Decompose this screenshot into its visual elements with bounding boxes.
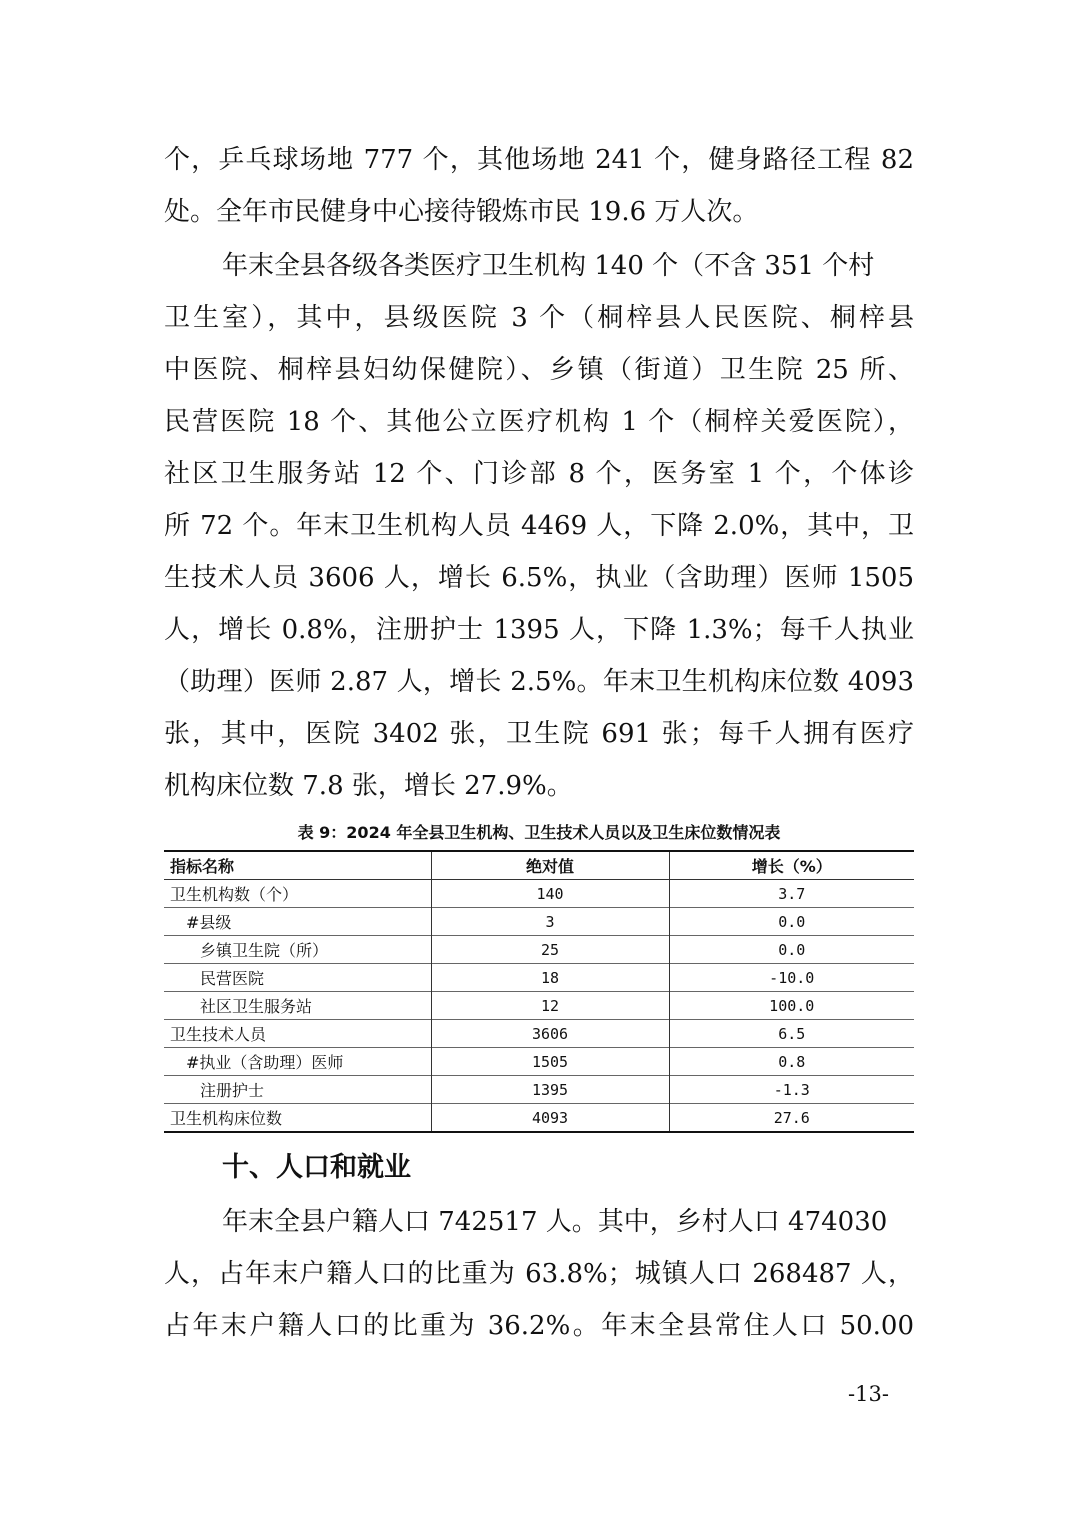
row-name: 注册护士 [200,1081,265,1100]
row-growth: -10.0 [669,964,914,992]
column-header-growth: 增长（%） [669,851,914,880]
table-row [164,880,914,908]
row-name: 社区卫生服务站 [200,997,313,1016]
section-heading: 十、人口和就业 [222,1152,411,1183]
text-line: 中医院、桐梓县妇幼保健院）、乡镇（街道）卫生院 25 所、 [164,355,914,385]
text-line: 年末全县各级各类医疗卫生机构 140 个（不含 351 个村 [222,251,875,281]
row-value: 18 [431,964,669,992]
table-row [164,908,914,936]
table-row [164,1048,914,1076]
table-row [164,992,914,1020]
row-value: 12 [431,992,669,1020]
page-number: -13- [848,1382,889,1406]
table-row [164,936,914,964]
row-growth: 100.0 [669,992,914,1020]
row-name: 卫生技术人员 [170,1025,267,1044]
row-name: 民营医院 [200,969,265,988]
row-name: 卫生机构数（个） [170,885,299,904]
row-value: 140 [431,880,669,908]
text-line: 张，其中，医院 3402 张，卫生院 691 张；每千人拥有医疗 [164,719,914,749]
paragraph-population [164,1196,914,1352]
text-line: 机构床位数 7.8 张，增长 27.9%。 [164,771,573,801]
table-row [164,964,914,992]
text-line: 生技术人员 3606 人，增长 6.5%，执业（含助理）医师 1505 [164,563,914,593]
paragraph-health [164,240,914,812]
text-line: 年末全县户籍人口 742517 人。其中，乡村人口 474030 [222,1207,888,1237]
column-header-value: 绝对值 [431,851,669,880]
row-growth: 3.7 [669,880,914,908]
column-header-indicator: 指标名称 [170,857,235,876]
text-line: 人，增长 0.8%，注册护士 1395 人，下降 1.3%；每千人执业 [164,615,914,645]
row-value: 4093 [431,1104,669,1133]
table-row [164,1076,914,1104]
row-value: 25 [431,936,669,964]
row-growth: 0.0 [669,908,914,936]
table-row [164,1104,914,1133]
row-growth: 27.6 [669,1104,914,1133]
table-header-row [164,851,914,880]
row-growth: -1.3 [669,1076,914,1104]
text-line: 个，乒乓球场地 777 个，其他场地 241 个，健身路径工程 82 [164,145,914,175]
text-line: 所 72 个。年末卫生机构人员 4469 人，下降 2.0%，其中，卫 [164,511,914,541]
row-growth: 0.8 [669,1048,914,1076]
row-name: 卫生机构床位数 [170,1109,283,1128]
paragraph-fitness [164,134,914,238]
health-statistics-table [164,850,914,1133]
row-growth: 0.0 [669,936,914,964]
row-value: 1505 [431,1048,669,1076]
row-name: #执业（含助理）医师 [186,1053,344,1072]
text-line: 社区卫生服务站 12 个、门诊部 8 个，医务室 1 个，个体诊 [164,459,914,489]
row-name: #县级 [186,913,232,932]
text-line: 处。全年市民健身中心接待锻炼市民 19.6 万人次。 [164,197,759,227]
row-value: 1395 [431,1076,669,1104]
text-line: 卫生室），其中，县级医院 3 个（桐梓县人民医院、桐梓县 [164,303,914,333]
table-caption: 表 9：2024 年全县卫生机构、卫生技术人员以及卫生床位数情况表 [297,823,781,842]
row-value: 3606 [431,1020,669,1048]
text-line: （助理）医师 2.87 人，增长 2.5%。年末卫生机构床位数 4093 [164,667,914,697]
row-name: 乡镇卫生院（所） [200,941,329,960]
text-line: 民营医院 18 个、其他公立医疗机构 1 个（桐梓关爱医院）， [164,407,914,437]
row-value: 3 [431,908,669,936]
row-growth: 6.5 [669,1020,914,1048]
text-line: 人，占年末户籍人口的比重为 63.8%；城镇人口 268487 人， [164,1259,914,1289]
table-row [164,1020,914,1048]
text-line: 占年末户籍人口的比重为 36.2%。年末全县常住人口 50.00 [164,1311,914,1341]
